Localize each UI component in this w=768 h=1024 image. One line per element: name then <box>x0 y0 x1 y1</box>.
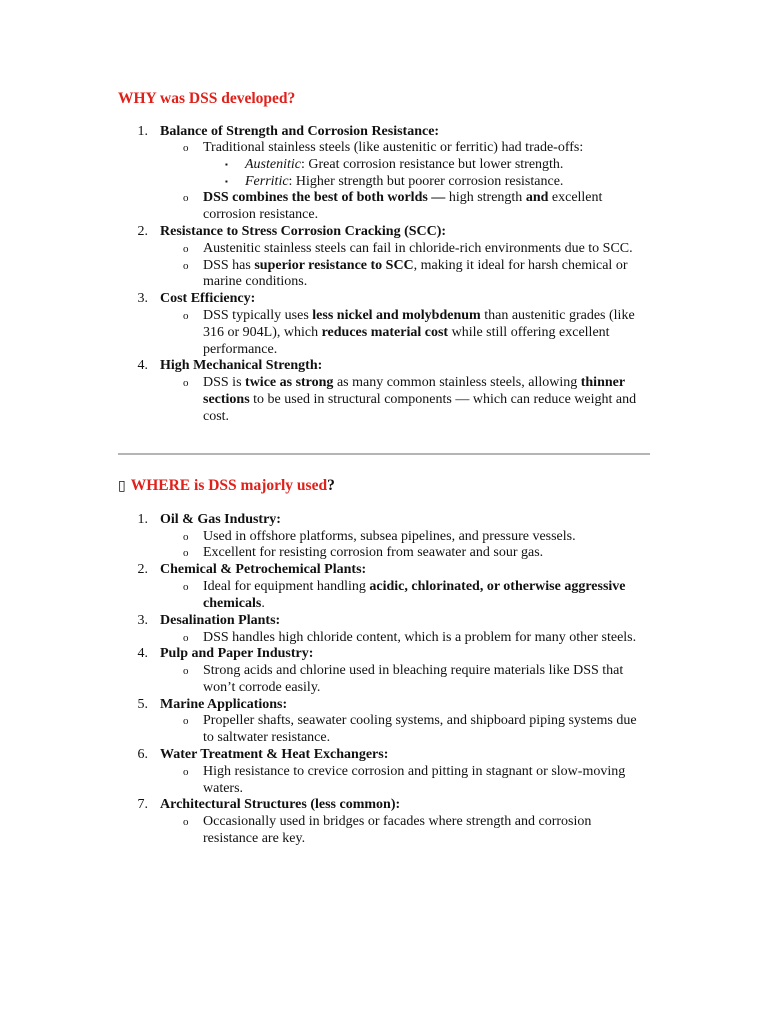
bullet-text-cont: resistance are key. <box>203 831 306 846</box>
item-title: Architectural Structures (less common): <box>160 797 401 812</box>
list-number: 4. <box>137 358 148 373</box>
list-number: 2. <box>137 224 148 239</box>
bullet-text: DSS is twice as strong as many common stainless steels, allowing thinner <box>203 375 626 390</box>
circle-bullet: o <box>183 632 189 644</box>
horizontal-divider <box>118 453 650 455</box>
circle-bullet: o <box>183 581 189 593</box>
bullet-text: Occasionally used in bridges or facades where strength and corrosion <box>203 814 592 829</box>
item-title: Oil & Gas Industry: <box>160 512 281 527</box>
circle-bullet: o <box>183 142 189 154</box>
list-number: 1. <box>137 512 148 527</box>
item-title: Chemical & Petrochemical Plants: <box>160 562 367 577</box>
bullet-text: Excellent for resisting corrosion from seawater and sour gas. <box>203 545 544 560</box>
circle-bullet: o <box>183 715 189 727</box>
list-number: 5. <box>137 697 148 712</box>
bullet-text-cont: marine conditions. <box>203 274 308 289</box>
item-title: Marine Applications: <box>160 697 288 712</box>
item-title: Cost Efficiency: <box>160 291 256 306</box>
circle-bullet: o <box>183 547 189 559</box>
bullet-text: Ideal for equipment handling acidic, chlorinated, or otherwise aggressive <box>203 579 626 594</box>
list-number: 1. <box>137 124 148 139</box>
circle-bullet: o <box>183 260 189 272</box>
bullet-text: Propeller shafts, seawater cooling systems, and shipboard piping systems due <box>203 713 637 728</box>
circle-bullet: o <box>183 377 189 389</box>
bullet-text-cont: waters. <box>203 781 244 796</box>
item-title: Balance of Strength and Corrosion Resistance: <box>160 124 440 139</box>
circle-bullet: o <box>183 310 189 322</box>
list-number: 7. <box>137 797 148 812</box>
circle-bullet: o <box>183 766 189 778</box>
bullet-text-cont: to saltwater resistance. <box>203 730 331 745</box>
list-number: 4. <box>137 646 148 661</box>
list-number: 3. <box>137 613 148 628</box>
sub-bullet-text: Austenitic: Great corrosion resistance but lower strength. <box>245 157 564 172</box>
item-title: High Mechanical Strength: <box>160 358 323 373</box>
item-title: Pulp and Paper Industry: <box>160 646 314 661</box>
circle-bullet: o <box>183 243 189 255</box>
sub-bullet-text: Ferritic: Higher strength but poorer corrosion resistance. <box>245 174 564 189</box>
circle-bullet: o <box>183 531 189 543</box>
list-number: 2. <box>137 562 148 577</box>
circle-bullet: o <box>183 192 189 204</box>
bullet-text-cont: corrosion resistance. <box>203 207 319 222</box>
item-title: Resistance to Stress Corrosion Cracking (SCC): <box>160 224 447 239</box>
bullet-text-cont: sections to be used in structural components — which can reduce weight and <box>203 392 637 407</box>
item-title: Desalination Plants: <box>160 613 281 628</box>
circle-bullet: o <box>183 665 189 677</box>
square-bullet: ▪ <box>225 177 228 186</box>
list-number: 3. <box>137 291 148 306</box>
bullet-text-cont: cost. <box>203 409 230 424</box>
bullet-text-cont: chemicals. <box>203 596 265 611</box>
bullet-text: DSS has superior resistance to SCC, making it ideal for harsh chemical or <box>203 258 628 273</box>
bullet-text: DSS typically uses less nickel and molybdenum than austenitic grades (like <box>203 308 635 323</box>
bullet-text: DSS handles high chloride content, which is a problem for many other steels. <box>203 630 637 645</box>
bullet-text-cont: won’t corrode easily. <box>203 680 321 695</box>
bullet-text-cont: 316 or 904L), which reduces material cost while still offering excellent <box>203 325 610 340</box>
missing-glyph-icon: ▯ <box>118 479 126 494</box>
bullet-text: Strong acids and chlorine used in bleaching require materials like DSS that <box>203 663 624 678</box>
bullet-text: Used in offshore platforms, subsea pipelines, and pressure vessels. <box>203 529 576 544</box>
square-bullet: ▪ <box>225 160 228 169</box>
bullet-text: High resistance to crevice corrosion and pitting in stagnant or slow-moving <box>203 764 626 779</box>
circle-bullet: o <box>183 816 189 828</box>
where-heading: ▯ WHERE is DSS majorly used? <box>118 477 335 494</box>
bullet-text-cont: performance. <box>203 342 278 357</box>
bullet-text: Austenitic stainless steels can fail in chloride-rich environments due to SCC. <box>203 241 633 256</box>
bullet-text: Traditional stainless steels (like austenitic or ferritic) had trade-offs: <box>203 140 584 155</box>
item-title: Water Treatment & Heat Exchangers: <box>160 747 389 762</box>
bullet-text: DSS combines the best of both worlds — high strength and excellent <box>203 190 603 205</box>
list-number: 6. <box>137 747 148 762</box>
why-heading: WHY was DSS developed? <box>118 90 296 107</box>
